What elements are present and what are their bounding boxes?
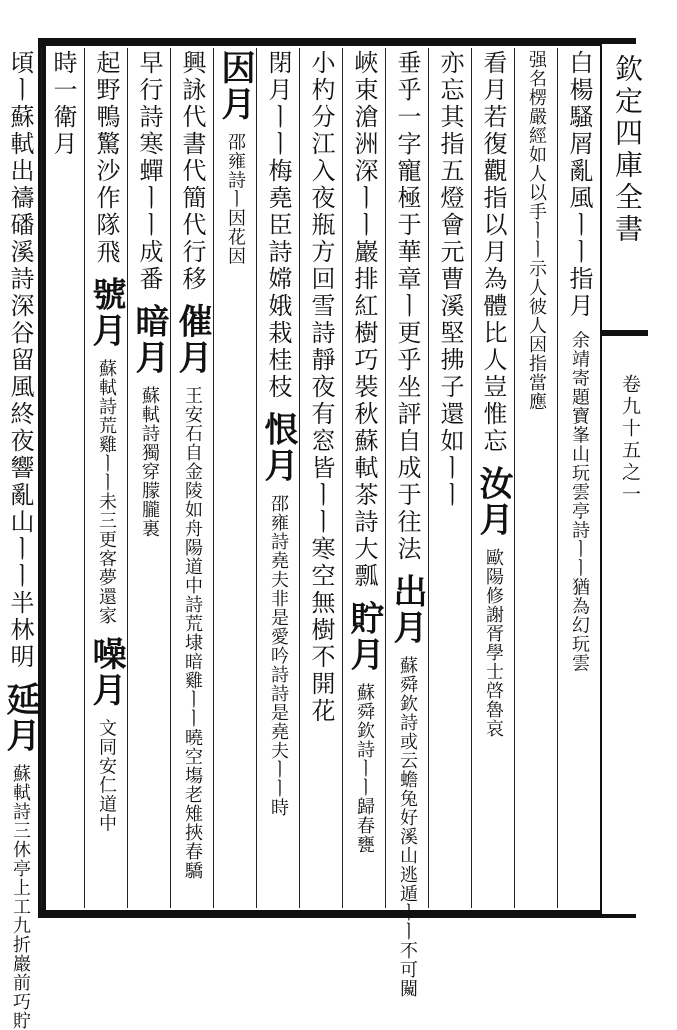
column-text: 亦忘其指五燈會元曹溪堅拂子還如ㅣㅣ xyxy=(436,50,464,509)
annotation: 文同安仁道中 xyxy=(96,718,117,833)
annotation: 蘇軾詩三休亭上工九折巖前巧貯 xyxy=(10,764,31,1030)
fishtail-mark xyxy=(602,330,648,336)
column-text: 小杓分江入夜瓶方回雪詩靜夜有窓皆ㅣㅣ寒空無樹不開花 xyxy=(307,50,335,725)
text-column xyxy=(471,48,514,908)
annotation: 蘇軾詩獨穿朦朧裏 xyxy=(139,386,160,539)
margin-strip xyxy=(600,44,648,914)
column-text: 垂乎一字寵極于華章ㅣ更乎坐評自成于往法 xyxy=(393,50,421,563)
annotation: 蘇舜欽詩ㅣㅣ歸春甕 xyxy=(354,683,375,855)
text-column xyxy=(385,48,428,999)
text-column xyxy=(428,48,471,908)
annotation: 邵雍詩ㅣ因花因 xyxy=(225,132,246,266)
entry-heading: 暗月 xyxy=(129,303,169,376)
column-text: 白楊騷屑亂風ㅣㅣ指月 xyxy=(565,50,593,320)
annotation: 王安石自金陵如舟陽道中詩荒埭暗雞ㅣㅣ曉空塲老雉挾春驕 xyxy=(182,386,203,881)
annotation: 邵雍詩堯夫非是愛吟詩詩是堯夫ㅣㅣ時 xyxy=(268,494,289,818)
text-column xyxy=(342,48,385,908)
text-column xyxy=(557,48,600,908)
text-column xyxy=(127,48,170,908)
entry-heading: 號月 xyxy=(86,276,126,349)
text-column xyxy=(514,48,557,908)
entry-heading: 貯月 xyxy=(344,600,384,673)
column-text: 起野鴨驚沙作隊飛 xyxy=(92,50,120,266)
column-text: 興詠代書代簡代行移 xyxy=(178,50,206,293)
entry-heading: 恨月 xyxy=(258,411,298,484)
text-column xyxy=(299,48,342,908)
volume-label: 卷九十五之一 xyxy=(619,374,641,506)
column-text: 峽束滄洲深ㅣㅣ巖排紅樹巧裝秋蘇軾茶詩大瓢 xyxy=(350,50,378,590)
annotation: 强名楞嚴經如人以手ㅣㅣ示人彼人因指當應 xyxy=(526,50,547,411)
entry-heading: 催月 xyxy=(172,303,212,376)
text-body xyxy=(0,48,600,1030)
text-column xyxy=(170,48,213,908)
text-column xyxy=(84,48,127,908)
column-text: 頃ㅣ蘇軾出禱磻溪詩深谷留風終夜響亂山ㅣㅣ半林明 xyxy=(6,50,34,671)
entry-heading: 噪月 xyxy=(86,635,126,708)
entry-heading: 延月 xyxy=(0,681,40,754)
column-text: 早行詩寒蟬ㅣㅣ成番 xyxy=(135,50,163,293)
annotation: 歐陽修謝胥學士啓魯哀 xyxy=(483,548,504,739)
entry-heading: 汝月 xyxy=(473,465,513,538)
text-column xyxy=(41,48,84,908)
annotation: 蘇軾詩荒雞ㅣㅣ未三更客夢還家 xyxy=(96,359,117,626)
text-column xyxy=(256,48,299,908)
annotation: 蘇舜欽詩或云蟾兔好溪山逃遁ㅣㅣ不可闚 xyxy=(397,656,418,999)
text-column xyxy=(0,48,41,1030)
entry-heading: 因月 xyxy=(215,50,255,122)
entry-heading: 出月 xyxy=(387,573,427,646)
text-column xyxy=(213,48,256,908)
column-text: 看月若復觀指以月為體比人豈惟忘 xyxy=(479,50,507,455)
book-title: 欽定四庫全書 xyxy=(611,54,644,246)
column-text: 時一衛月 xyxy=(49,50,77,158)
column-text: 閉月ㅣㅣ梅堯臣詩嫦娥栽桂枝 xyxy=(264,50,292,401)
annotation: 余靖寄題寶峯山玩雲亭詩ㅣㅣ猶為幻玩雲 xyxy=(569,330,590,673)
